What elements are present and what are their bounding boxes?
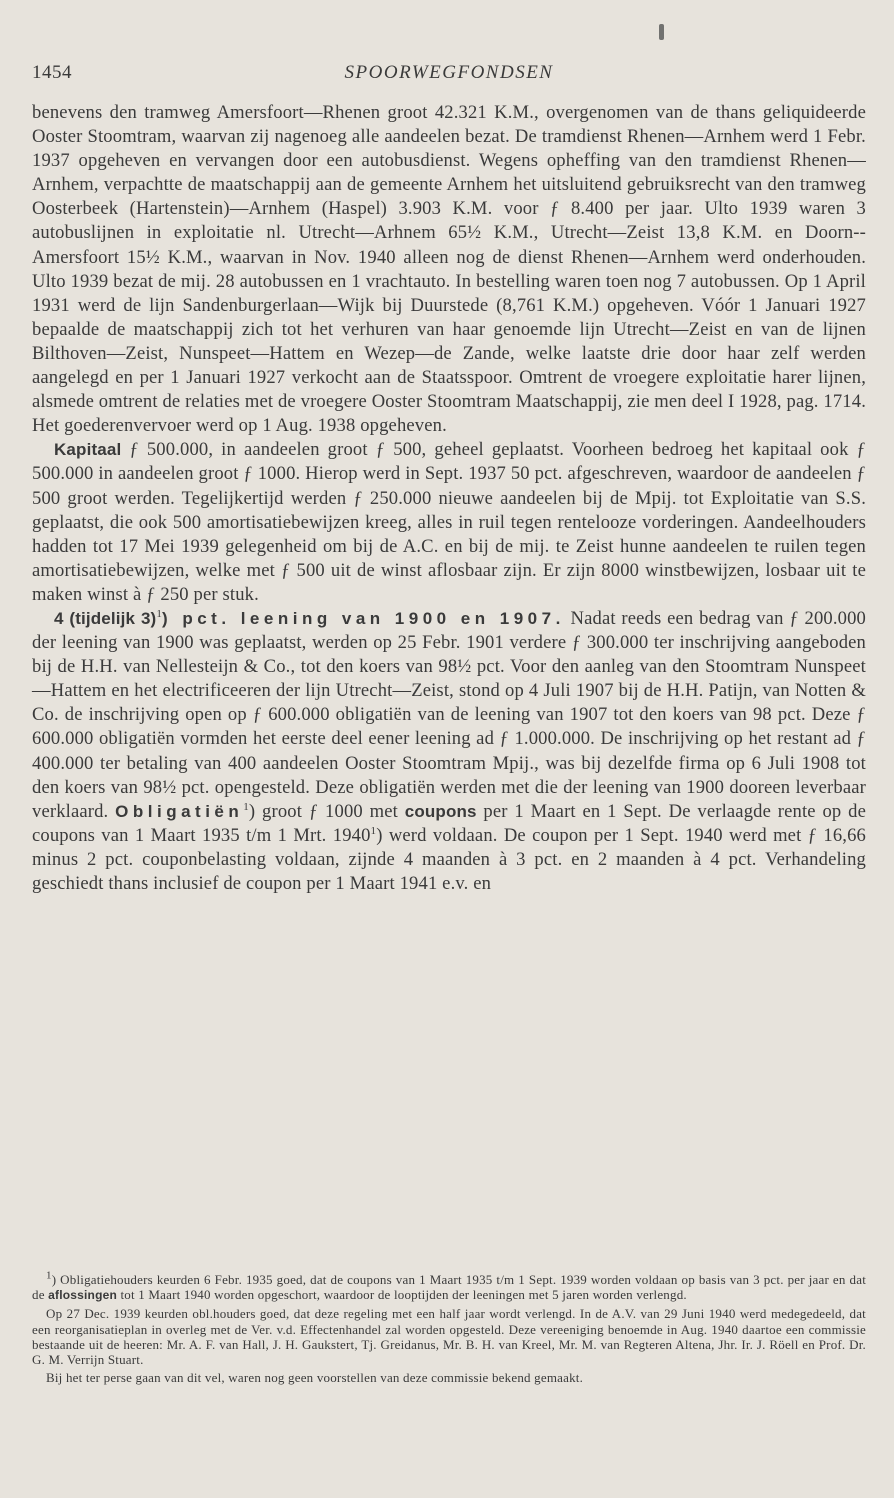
- footnote-3: Bij het ter perse gaan van dit vel, waren nog geen voorstellen van deze commissie bekend gemaakt.: [46, 1370, 584, 1386]
- footnote-2: Op 27 Dec. 1939 keurden obl.houders goed, dat deze regeling met een half jaar wordt verlengd. In de A.V. van 29 Juni 1940 werd medegedeeld, dat een reorganisatieplan in overleg met de Ver. v.d. Effectenhandel zal worden opgesteld. Deze vereeniging benoemde in Aug. 1940 daartoe een commissie bestaande uit de heeren: Mr. A. F. van Hall, J. H. Gaukstert, Tj. Greidanus, Mr. B. H. van Kreel, Mr. M. van Regteren Altena, Jhr. Ir. J. Röell en Prof. Dr. G. M. Verrijn Stuart.: [32, 1306, 866, 1368]
- leening-text-d: ) werd voldaan. De coupon per 1 Sept. 1940 werd met ƒ 16,66 minus 2 pct. couponbelasting voldaan, zijnde 4 maanden à 3 pct. en 2 maanden à 4 pct. Verhandeling geschiedt thans inclusief de coupon per 1 Maart 1941 e.v. en: [32, 824, 866, 894]
- leening-text-b: ) groot ƒ 1000 met: [248, 800, 405, 822]
- kapitaal-label: Kapitaal: [54, 440, 122, 460]
- coupons-label: coupons: [404, 801, 477, 821]
- footnote-ref: 1: [243, 800, 249, 813]
- running-title: SPOORWEGFONDSEN: [344, 62, 554, 83]
- leening-text-a: Nadat reeds een bedrag van ƒ 200.000 der leening van 1900 was geplaatst, werden op 25 Febr. 1901 verdere ƒ 300.000 ter inschrijving aangeboden bij de H.H. van Nellesteijn & Co., tot den koers van 98½ pct. Voor den aanleg van den Stoomtram Nunspeet—Hattem en het electrificeeren der lijn Utrecht—Zeist, stond op 4 Juli 1907 bij de H.H. Patijn, van Notten & Co. de inschrijving open op ƒ 600.000 obligatiën van de leening van 1907 tot den koers van 98 pct. Deze ƒ 600.000 obligatiën vormden het eerste deel eener leening ad ƒ 1.000.000. De inschrijving op het restant ad ƒ 400.000 ter betaling van 400 aandeelen Ooster Stoomtram Mpij., was bij dezelfde firma op 6 Juli 1908 tot den koers van 98½ pct. opengesteld. Deze obligatiën werden met die der leening van 1900 dooreen leverbaar verklaard.: [32, 607, 866, 822]
- footnote-ref: 1: [156, 607, 163, 620]
- footnote-1-text-b: tot 1 Maart 1940 worden opgeschort, waardoor de looptijden der leeningen met 5 jaren worden verlengd.: [117, 1287, 687, 1303]
- page-header: [32, 62, 866, 88]
- obligatien-label: Obligatiën: [115, 801, 244, 821]
- leening-text-c: per 1 Maart en 1 Sept. De verlaagde rente op de coupons van 1 Maart 1935 t/m 1 Mrt. 1940: [32, 800, 866, 846]
- ink-mark: [659, 24, 664, 40]
- footnote-ref: 1: [370, 824, 377, 837]
- footnote-marker: 1: [46, 1269, 52, 1282]
- footnote-1: [32, 1269, 866, 1303]
- page-number: 1454: [32, 62, 72, 83]
- paragraph-leening: [32, 607, 866, 896]
- leening-label-prefix: 4 (tijdelijk 3): [54, 608, 157, 628]
- paragraph-kapitaal-text: ƒ 500.000, in aandeelen groot ƒ 500, geheel geplaatst. Voorheen bedroeg het kapitaal ook ƒ 500.000 in aandeelen groot ƒ 1000. Hierop werd in Sept. 1937 50 pct. afgeschreven, waardoor de aandeelen ƒ 500 groot werden. Tegelijkertijd werden ƒ 250.000 nieuwe aandeelen bij de Mpij. tot Exploitatie van S.S. geplaatst, die ook 500 amortisatiebewijzen kreeg, alles in ruil tegen rentelooze vorderingen. Aandeelhouders hadden tot 17 Mei 1939 gelegenheid om bij de A.C. en bij de mij. te Zeist hunne aandeelen te ruilen tegen amortisatiebewijzen, welke met ƒ 500 uit de winst aflosbaar zijn. Er zijn 8000 winstbewijzen, losbaar uit te maken winst à ƒ 250 per stuk.: [32, 439, 866, 605]
- paragraph-network-text: benevens den tramweg Amersfoort—Rhenen groot 42.321 K.M., overgenomen van de thans geliquideerde Ooster Stoomtram, waarvan zij nagenoeg alle aandeelen bezat. De tramdienst Rhenen—Arnhem werd 1 Febr. 1937 opgeheven en vervangen door een autobusdienst. Wegens opheffing van den tramdienst Rhenen—Arnhem, verpachtte de maatschappij aan de gemeente Arnhem het uitsluitend gebruiksrecht van den tramweg Oosterbeek (Hartenstein)—Arnhem (Haspel) 3.903 K.M. voor ƒ 8.400 per jaar. Ulto 1939 waren 3 autobuslijnen in exploitatie nl. Utrecht—Arhnem 65½ K.M., Utrecht—Zeist 13,8 K.M. en Doorn--Amersfoort 15½ K.M., waarvan in Nov. 1940 alleen nog de dienst Rhenen—Arnhem werd onderhouden. Ulto 1939 bezat de mij. 28 autobussen en 1 vrachtauto. In bestelling waren toen nog 7 autobussen. Op 1 April 1931 werd de lijn Sandenburgerlaan—Wijk bij Duurstede (8,761 K.M.) opgeheven. Vóór 1 Januari 1927 bepaalde de maatschappij zich tot het verhuren van haar genoemde lijn Utrecht—Zeist en van de lijnen Bilthoven—Zeist, Nunspeet—Hattem en Wezep—de Zande, welke laatste drie door haar zelf werden aangelegd en per 1 Januari 1927 verkocht aan de Staatsspoor. Omtrent de vroegere exploitatie harer lijnen, alsmede omtrent de relaties met de vroegere Ooster Stoomtram Maatschappij, zie men deel I 1928, pag. 1714. Het goederenvervoer werd op 1 Aug. 1938 opgeheven.: [32, 102, 866, 437]
- footnotes: [32, 1269, 866, 1386]
- paragraph-network: [32, 101, 866, 438]
- body-text: [32, 101, 866, 896]
- leening-label: ) pct. leening van 1900 en 1907.: [162, 608, 565, 628]
- footnote-1-bold: aflossingen: [48, 1288, 118, 1303]
- footnote-1-text-a: ) Obligatiehouders keurden 6 Febr. 1935 goed, dat de coupons van 1 Maart 1935 t/m 1 Sept. 1939 worden voldaan op basis van 3 pct. per jaar en dat de: [32, 1272, 866, 1303]
- paragraph-kapitaal: [32, 438, 866, 607]
